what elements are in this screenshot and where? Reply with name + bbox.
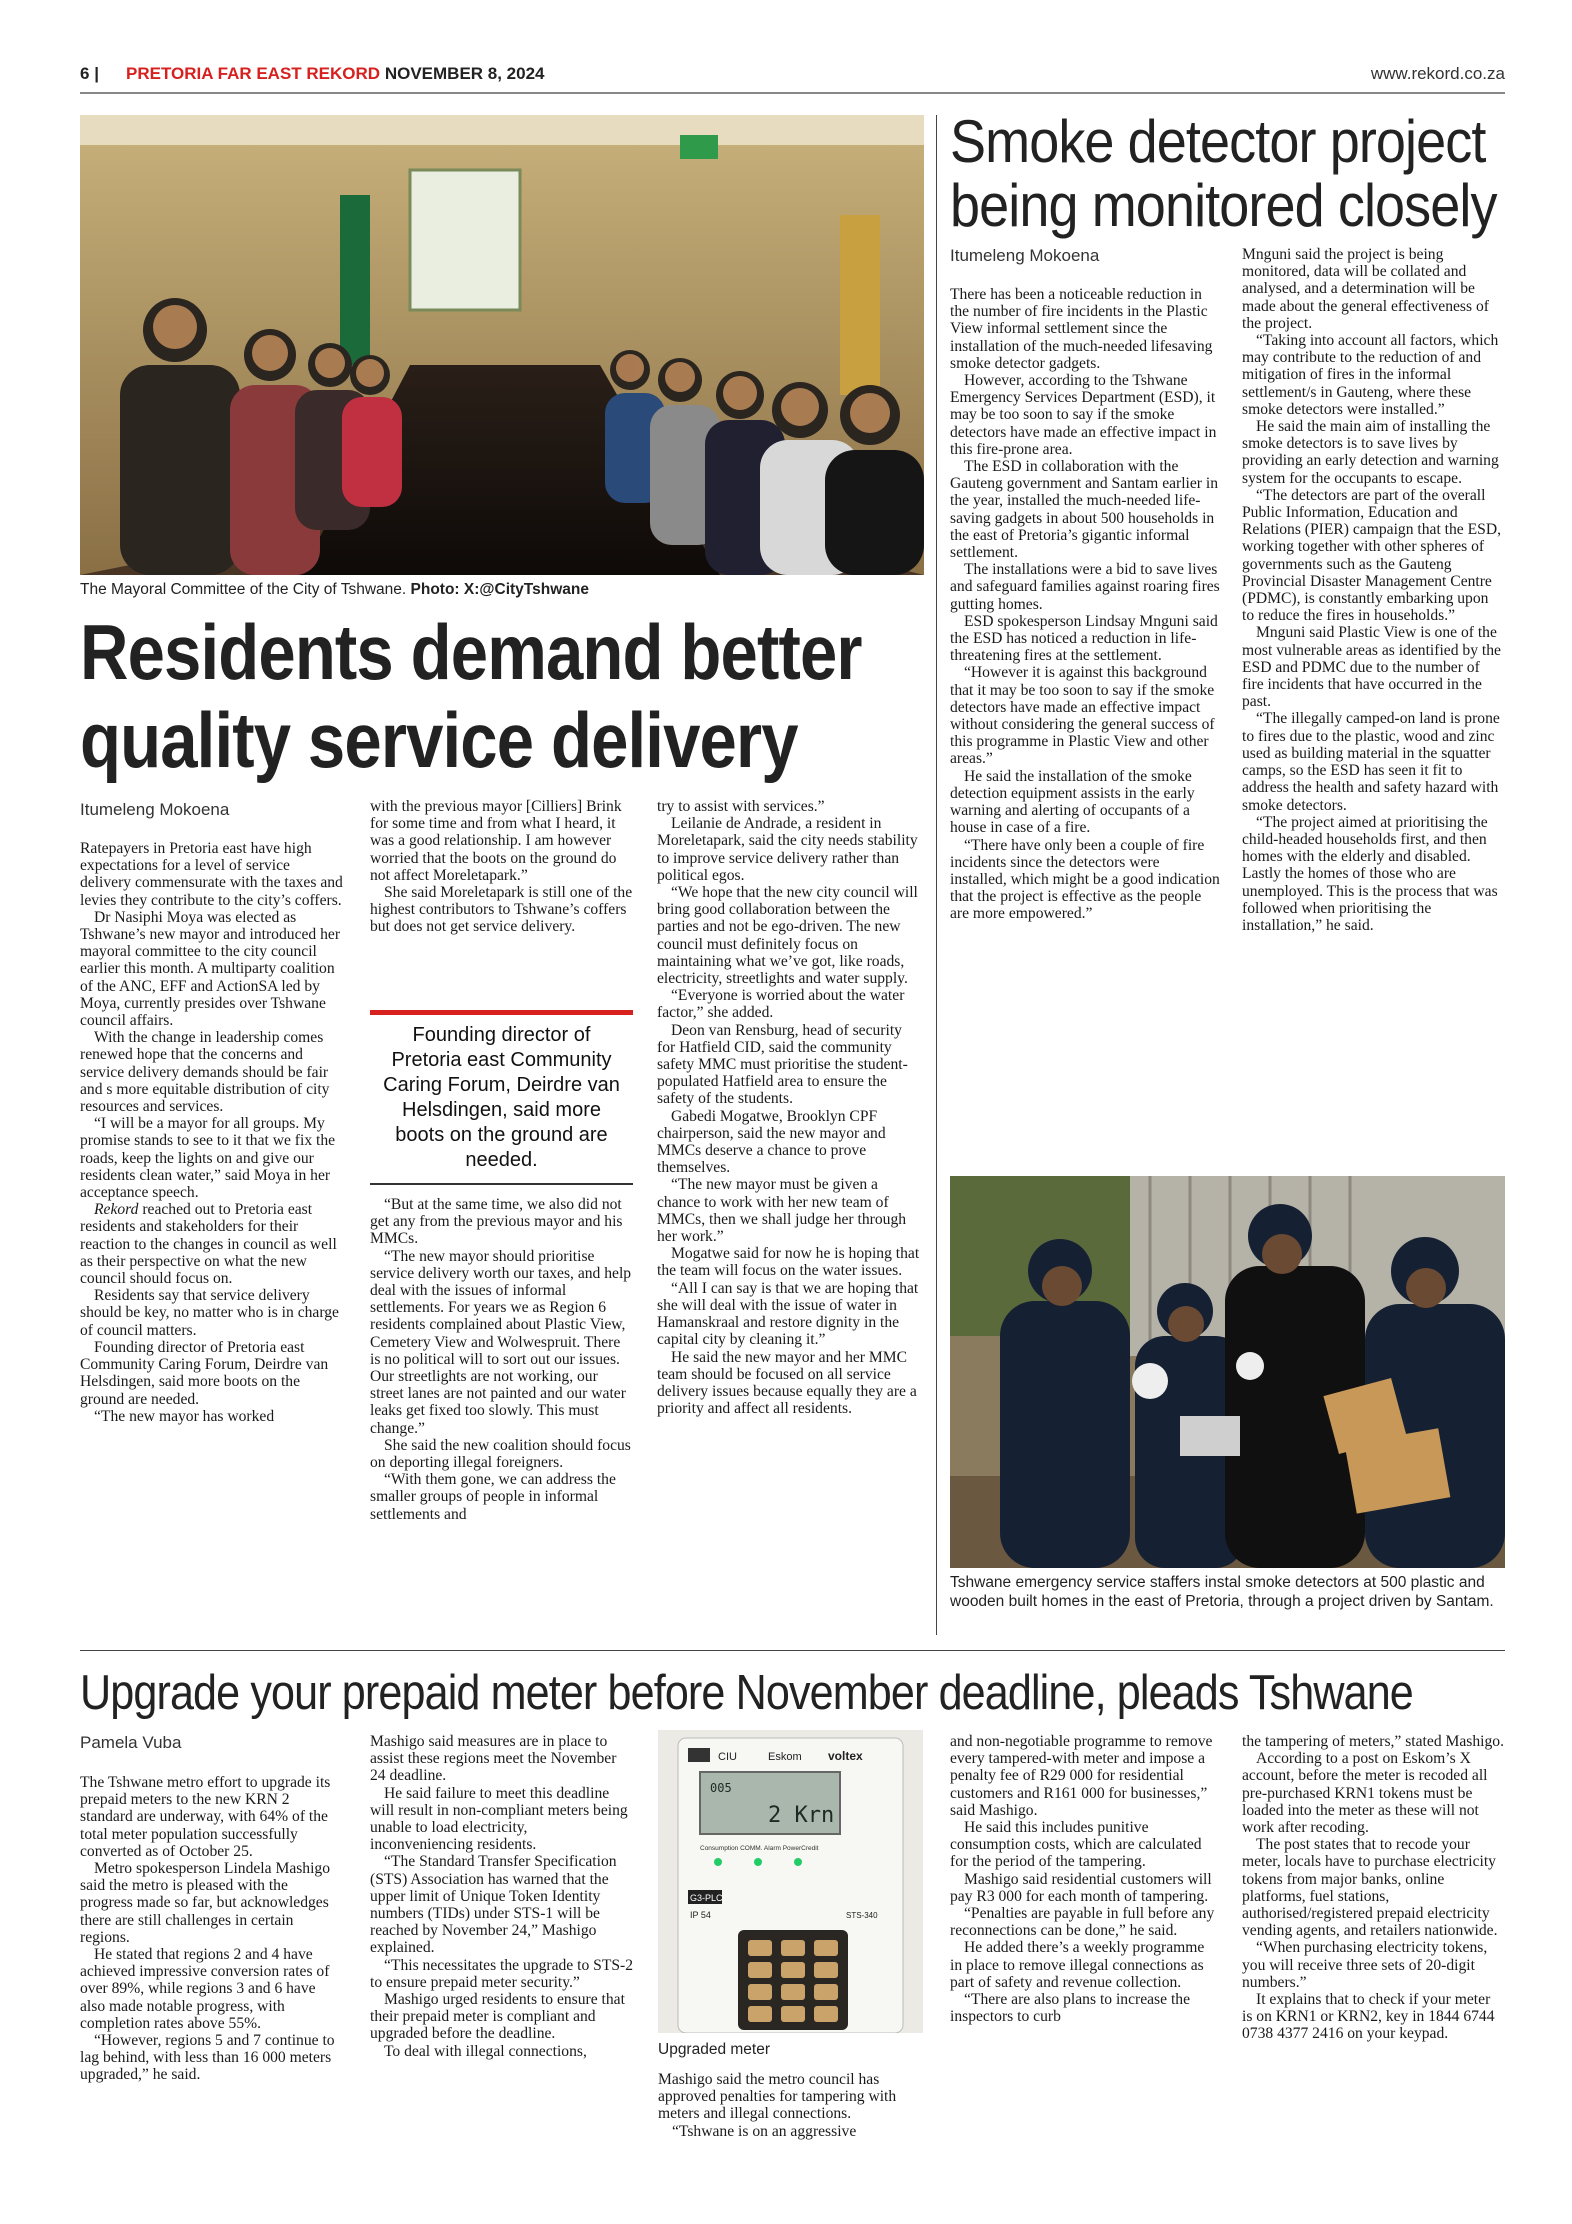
paragraph: He said the installation of the smoke detection equipment assists in the early warning and alerting of occupants of a house in case of a fire. <box>950 767 1195 837</box>
paragraph: With the change in leadership comes renewed hope that the concerns and service delivery demands should be fair and s more equitable distribution of city resources and services. <box>80 1029 330 1116</box>
article3-column-1 <box>80 1774 343 2084</box>
paragraph: Deon van Rensburg, head of security for Hatfield CID, said the community safety MMC must prioritise the student-populated Hatfield area to ensure the safety of the students. <box>657 1021 908 1108</box>
article1-column-2-top <box>370 798 633 936</box>
paragraph: He said the main aim of installing the smoke detectors is to save lives by providing an early detection and warning system for the occupants to escape. <box>1242 418 1499 487</box>
page-header <box>80 60 1505 94</box>
paragraph: “There are also plans to increase the inspectors to curb <box>950 1991 1190 2026</box>
paragraph: Mnguni said the project is being monitored, data will be collated and analysed, and a determination will be made about the general effectiveness of the project. <box>1242 246 1489 332</box>
paragraph: The ESD in collaboration with the Gauteng government and Santam earlier in the year, installed the much-needed life-saving gadgets in about 500 households in the east of Pretoria’s gigantic informal settlement. <box>950 458 1219 562</box>
paragraph: ESD spokesperson Lindsay Mnguni said the ESD has noticed a reduction in life-threatening fires at the settlement. <box>950 612 1218 665</box>
article1-byline: Itumeleng Mokoena <box>80 800 230 819</box>
meter-brand-voltex: voltex <box>828 1749 863 1763</box>
paragraph: Ratepayers in Pretoria east have high expectations for a level of service delivery commensurate with the taxes and levies they contribute to the city’s coffers. <box>80 840 343 909</box>
article1-column-1 <box>80 840 343 1425</box>
smoke-detector-photo <box>950 1176 1505 1568</box>
paragraph: “The new mayor must be given a chance to work with her new team of MMCs, then we shall judge her through her work.” <box>657 1176 907 1246</box>
paragraph: Residents say that service delivery should be key, no matter who is in charge of council matters. <box>80 1287 339 1339</box>
mayoral-committee-image <box>80 115 924 575</box>
paragraph: “Tshwane is on an aggressive <box>672 2122 857 2140</box>
paragraph: Mashigo said measures are in place to assist these regions meet the November 24 deadline. <box>370 1733 617 1785</box>
paragraph: However, according to the Tshwane Emergency Services Department (ESD), it may be too soon to say if the smoke detectors have made an effective impact in this fire-prone area. <box>950 372 1217 458</box>
paragraph: It explains that to check if your meter is on KRN1 or KRN2, key in 1844 6744 0738 4377 2416 on your keypad. <box>1242 1991 1495 2043</box>
meter-ip-rating: IP 54 <box>690 1910 711 1920</box>
article1-column-2-bottom <box>370 1196 633 1523</box>
mayoral-committee-photo <box>80 115 924 575</box>
paragraph: try to assist with services.” <box>657 798 825 815</box>
paragraph: “This necessitates the upgrade to STS-2 to ensure prepaid meter security.” <box>370 1956 634 1991</box>
paragraph: Mnguni said Plastic View is one of the most vulnerable areas as identified by the ESD and PDMC due to the number of fire incidents that have occurred in the past. <box>1242 624 1501 711</box>
meter-brand-eskom: Eskom <box>768 1751 802 1763</box>
article3-column-2 <box>370 1733 633 2060</box>
paragraph: The installations were a bid to save lives and safeguard families against roaring fires gutting homes. <box>950 561 1220 613</box>
article2-column-2 <box>1242 246 1504 934</box>
paragraph: Rekord reached out to Pretoria east residents and stakeholders for their reaction to the changes in council as well as their perspective on what the new council should focus on. <box>80 1201 337 1288</box>
paragraph: “There have only been a couple of fire incidents since the detectors were installed, which might be a good indication that the project is effective as the people are more empowered.” <box>950 836 1220 923</box>
paragraph: There has been a noticeable reduction in the number of fire incidents in the Plastic View informal settlement since the installation of the much-needed lifesaving smoke detector gadgets. <box>950 286 1213 372</box>
meter-model: G3-PLC <box>690 1893 723 1903</box>
paragraph: “Penalties are payable in full before any reconnections can be done,” he said. <box>950 1905 1215 1940</box>
paragraph: She said the new coalition should focus on deporting illegal foreigners. <box>370 1436 631 1472</box>
paragraph: Mashigo urged residents to ensure that their prepaid meter is compliant and upgraded before the deadline. <box>370 1991 625 2043</box>
paragraph: “All I can say is that we are hoping that she will deal with the issue of water in Hamanskraal and restore dignity in the capital city by cleaning it.” <box>657 1279 919 1349</box>
publication-name: PRETORIA FAR EAST REKORD <box>126 64 381 83</box>
article2-column-1 <box>950 286 1220 923</box>
article2-byline: Itumeleng Mokoena <box>950 246 1100 265</box>
paragraph: the tampering of meters,” stated Mashigo. <box>1242 1733 1504 1750</box>
paragraph: “The detectors are part of the overall Public Information, Education and Relations (PIER) campaign that the ESD, working together with other spheres of governments such as the Gauteng Provincial Disaster Management Centre (PDMC), is constantly embarking upon to reduce the fires in households.” <box>1242 486 1501 625</box>
paragraph: Mashigo said the metro council has approved penalties for tampering with meters and illegal connections. <box>658 2071 897 2123</box>
mayoral-photo-caption: The Mayoral Committee of the City of Tshwane. Photo: X:@CityTshwane <box>80 581 589 598</box>
paragraph: “With them gone, we can address the smaller groups of people in informal settlements and <box>370 1471 616 1523</box>
meter-sts-model: STS-340 <box>846 1911 878 1920</box>
paragraph: He said this includes punitive consumption costs, which are calculated for the period of the tampering. <box>950 1819 1202 1871</box>
paragraph: He said failure to meet this deadline will result in non-compliant meters being unable to load electricity, inconveniencing residents. <box>370 1784 628 1854</box>
paragraph: Leilanie de Andrade, a resident in Moreletapark, said the city needs stability to improve service delivery rather than political egos. <box>657 815 918 884</box>
paragraph: Founding director of Pretoria east Community Caring Forum, Deirdre van Helsdingen, said more boots on the ground are needed. <box>80 1338 329 1408</box>
article3-column-4 <box>950 1733 1215 2025</box>
paragraph: “We hope that the new city council will bring good collaboration between the parties and not be ego-driven. The new council must definitely focus on maintaining what we’ve got, like roads, electricity, streetlights and water supply. <box>657 884 918 988</box>
article1-column-3 <box>657 798 923 1417</box>
meter-brand-ciu: CIU <box>718 1751 737 1763</box>
paragraph: “When purchasing electricity tokens, you will receive three sets of 20-digit numbers.” <box>1242 1939 1488 1991</box>
article3-byline: Pamela Vuba <box>80 1733 182 1752</box>
prepaid-meter-photo <box>658 1730 923 2033</box>
paragraph: He added there’s a weekly programme in place to remove illegal connections as part of safety and revenue collection. <box>950 1939 1205 1991</box>
smoke-photo-caption: Tshwane emergency service staffers instal smoke detectors at 500 plastic and wooden built homes in the east of Pretoria, through a project driven by Santam. <box>950 1574 1494 1610</box>
paragraph: According to a post on Eskom’s X account, before the meter is recoded all pre-purchased KRN1 tokens must be loaded into the meter as these will not work after recoding. <box>1242 1750 1488 1837</box>
paragraph: She said Moreletapark is still one of the highest contributors to Tshwane’s coffers but does not get service delivery. <box>370 884 633 936</box>
paragraph: with the previous mayor [Cilliers] Brink for some time and from what I heard, it was a good relationship. I am however worried that the boots on the ground do not affect Moreletapark.” <box>370 798 622 884</box>
paragraph: “However it is against this background that it may be too soon to say if the smoke detectors have made an effective impact without considering the general success of this programme in Plastic View and other areas.” <box>950 664 1215 768</box>
paragraph: “The new mayor has worked <box>94 1407 275 1425</box>
paragraph: and non-negotiable programme to remove every tampered-with meter and impose a penalty fee of R29 000 for residential customers and R161 000 for businesses,” said Mashigo. <box>950 1733 1213 1819</box>
paragraph: “The project aimed at prioritising the child-headed households first, and then homes with the elderly and disabled. Lastly the homes of those who are unemployed. This is the process that was followed when prioritising the installation,” he said. <box>1242 813 1498 934</box>
paragraph: Mashigo said residential customers will pay R3 000 for each month of tampering. <box>950 1870 1212 1905</box>
article1-headline: Residents demand better quality service delivery <box>80 608 862 784</box>
paragraph: Gabedi Mogatwe, Brooklyn CPF chairperson, said the new mayor and MMCs deserve a chance to prove themselves. <box>657 1107 886 1177</box>
paragraph: “The Standard Transfer Specification (STS) Association has warned that the upper limit of Unique Token Identity numbers (TIDs) under STS-1 will be reached by November 24,” Mashigo explained. <box>370 1853 617 1957</box>
article3-headline: Upgrade your prepaid meter before November deadline, pleads Tshwane <box>80 1666 1413 1720</box>
paragraph: “The new mayor should prioritise service delivery worth our taxes, and help deal with the issues of informal settlements. For years we as Region 6 residents complained about Plastic View, Cemetery View and Wolwespruit. There is no political will to sort out our issues. Our streetlights are not working, our street lanes are not painted and our water leaks get fixed too slowly. This must change.” <box>370 1247 632 1437</box>
paragraph: The post states that to recode your meter, locals have to purchase electricity tokens from major banks, online platforms, fuel stations, authorised/registered prepaid electricity vending agents, and retailers nationwide. <box>1242 1836 1498 1940</box>
paragraph: Dr Nasiphi Moya was elected as Tshwane’s new mayor and introduced her mayoral committee to the city council earlier this month. A multiparty coalition of the ANC, EFF and ActionSA led by Moya, currently presides over Tshwane council affairs. <box>80 908 341 1030</box>
paragraph: He stated that regions 2 and 4 have achieved impressive conversion rates of over 89%, while regions 3 and 6 have also made notable progress, with completion rates above 55%. <box>80 1946 330 2032</box>
publication-date-line <box>126 64 545 84</box>
paragraph: He said the new mayor and her MMC team should be focused on all service delivery issues because equally they are a priority and affect all residents. <box>657 1348 917 1418</box>
meter-labels: Consumption COMM. Alarm PowerCredit <box>700 1845 819 1852</box>
smoke-detector-image <box>950 1176 1505 1568</box>
paragraph: The Tshwane metro effort to upgrade its prepaid meters to the new KRN 2 standard are underway, with 64% of the total meter population successfully converted as of October 25. <box>80 1774 331 1860</box>
pull-quote: Founding director of Pretoria east Community Caring Forum, Deirdre van Helsdingen, said more boots on the ground are needed. <box>370 1010 633 1185</box>
paragraph: “The illegally camped-on land is prone to fires due to the plastic, wood and zinc used as building material in the squatter camps, so the ESD has seen it fit to address the health and safety hazard with smoke detectors. <box>1242 710 1500 814</box>
paragraph: Metro spokesperson Lindela Mashigo said the metro is pleased with the progress made so far, but acknowledges there are still challenges in certain regions. <box>80 1860 331 1946</box>
paragraph: To deal with illegal connections, <box>384 2042 587 2060</box>
paragraph: “However, regions 5 and 7 continue to lag behind, with less than 16 000 meters upgraded,” he said. <box>80 2032 335 2084</box>
article2-headline: Smoke detector project being monitored closely <box>950 108 1497 239</box>
meter-photo-caption: Upgraded meter <box>658 2041 771 2058</box>
column-divider <box>936 115 937 1635</box>
meter-display: 2 Krn <box>768 1803 835 1828</box>
paragraph: “Taking into account all factors, which may contribute to the reduction of and mitigation of fires in the informal settlement/s in Gauteng, where these smoke detectors were installed.” <box>1242 332 1499 418</box>
paragraph: “I will be a mayor for all groups. My promise stands to see to it that we fix the roads, keep the lights on and give our residents clean water,” said Moya in her acceptance speech. <box>80 1115 336 1202</box>
paragraph: Mogatwe said for now he is hoping that the team will focus on the water issues. <box>657 1245 920 1280</box>
issue-date: NOVEMBER 8, 2024 <box>384 64 545 83</box>
article3-column-3 <box>658 2071 923 2140</box>
paragraph: “But at the same time, we also did not get any from the previous mayor and his MMCs. <box>370 1196 623 1248</box>
paragraph: “Everyone is worried about the water factor,” she added. <box>657 987 905 1022</box>
article3-column-5 <box>1242 1733 1504 2043</box>
meter-display-small: 005 <box>710 1781 732 1795</box>
prepaid-meter-image <box>658 1730 923 2033</box>
photo-credit: Photo: X:@CityTshwane <box>410 581 589 598</box>
website-link[interactable]: www.rekord.co.za <box>1370 64 1505 83</box>
section-divider <box>80 1650 1505 1651</box>
page-number: 6 | <box>80 64 99 83</box>
